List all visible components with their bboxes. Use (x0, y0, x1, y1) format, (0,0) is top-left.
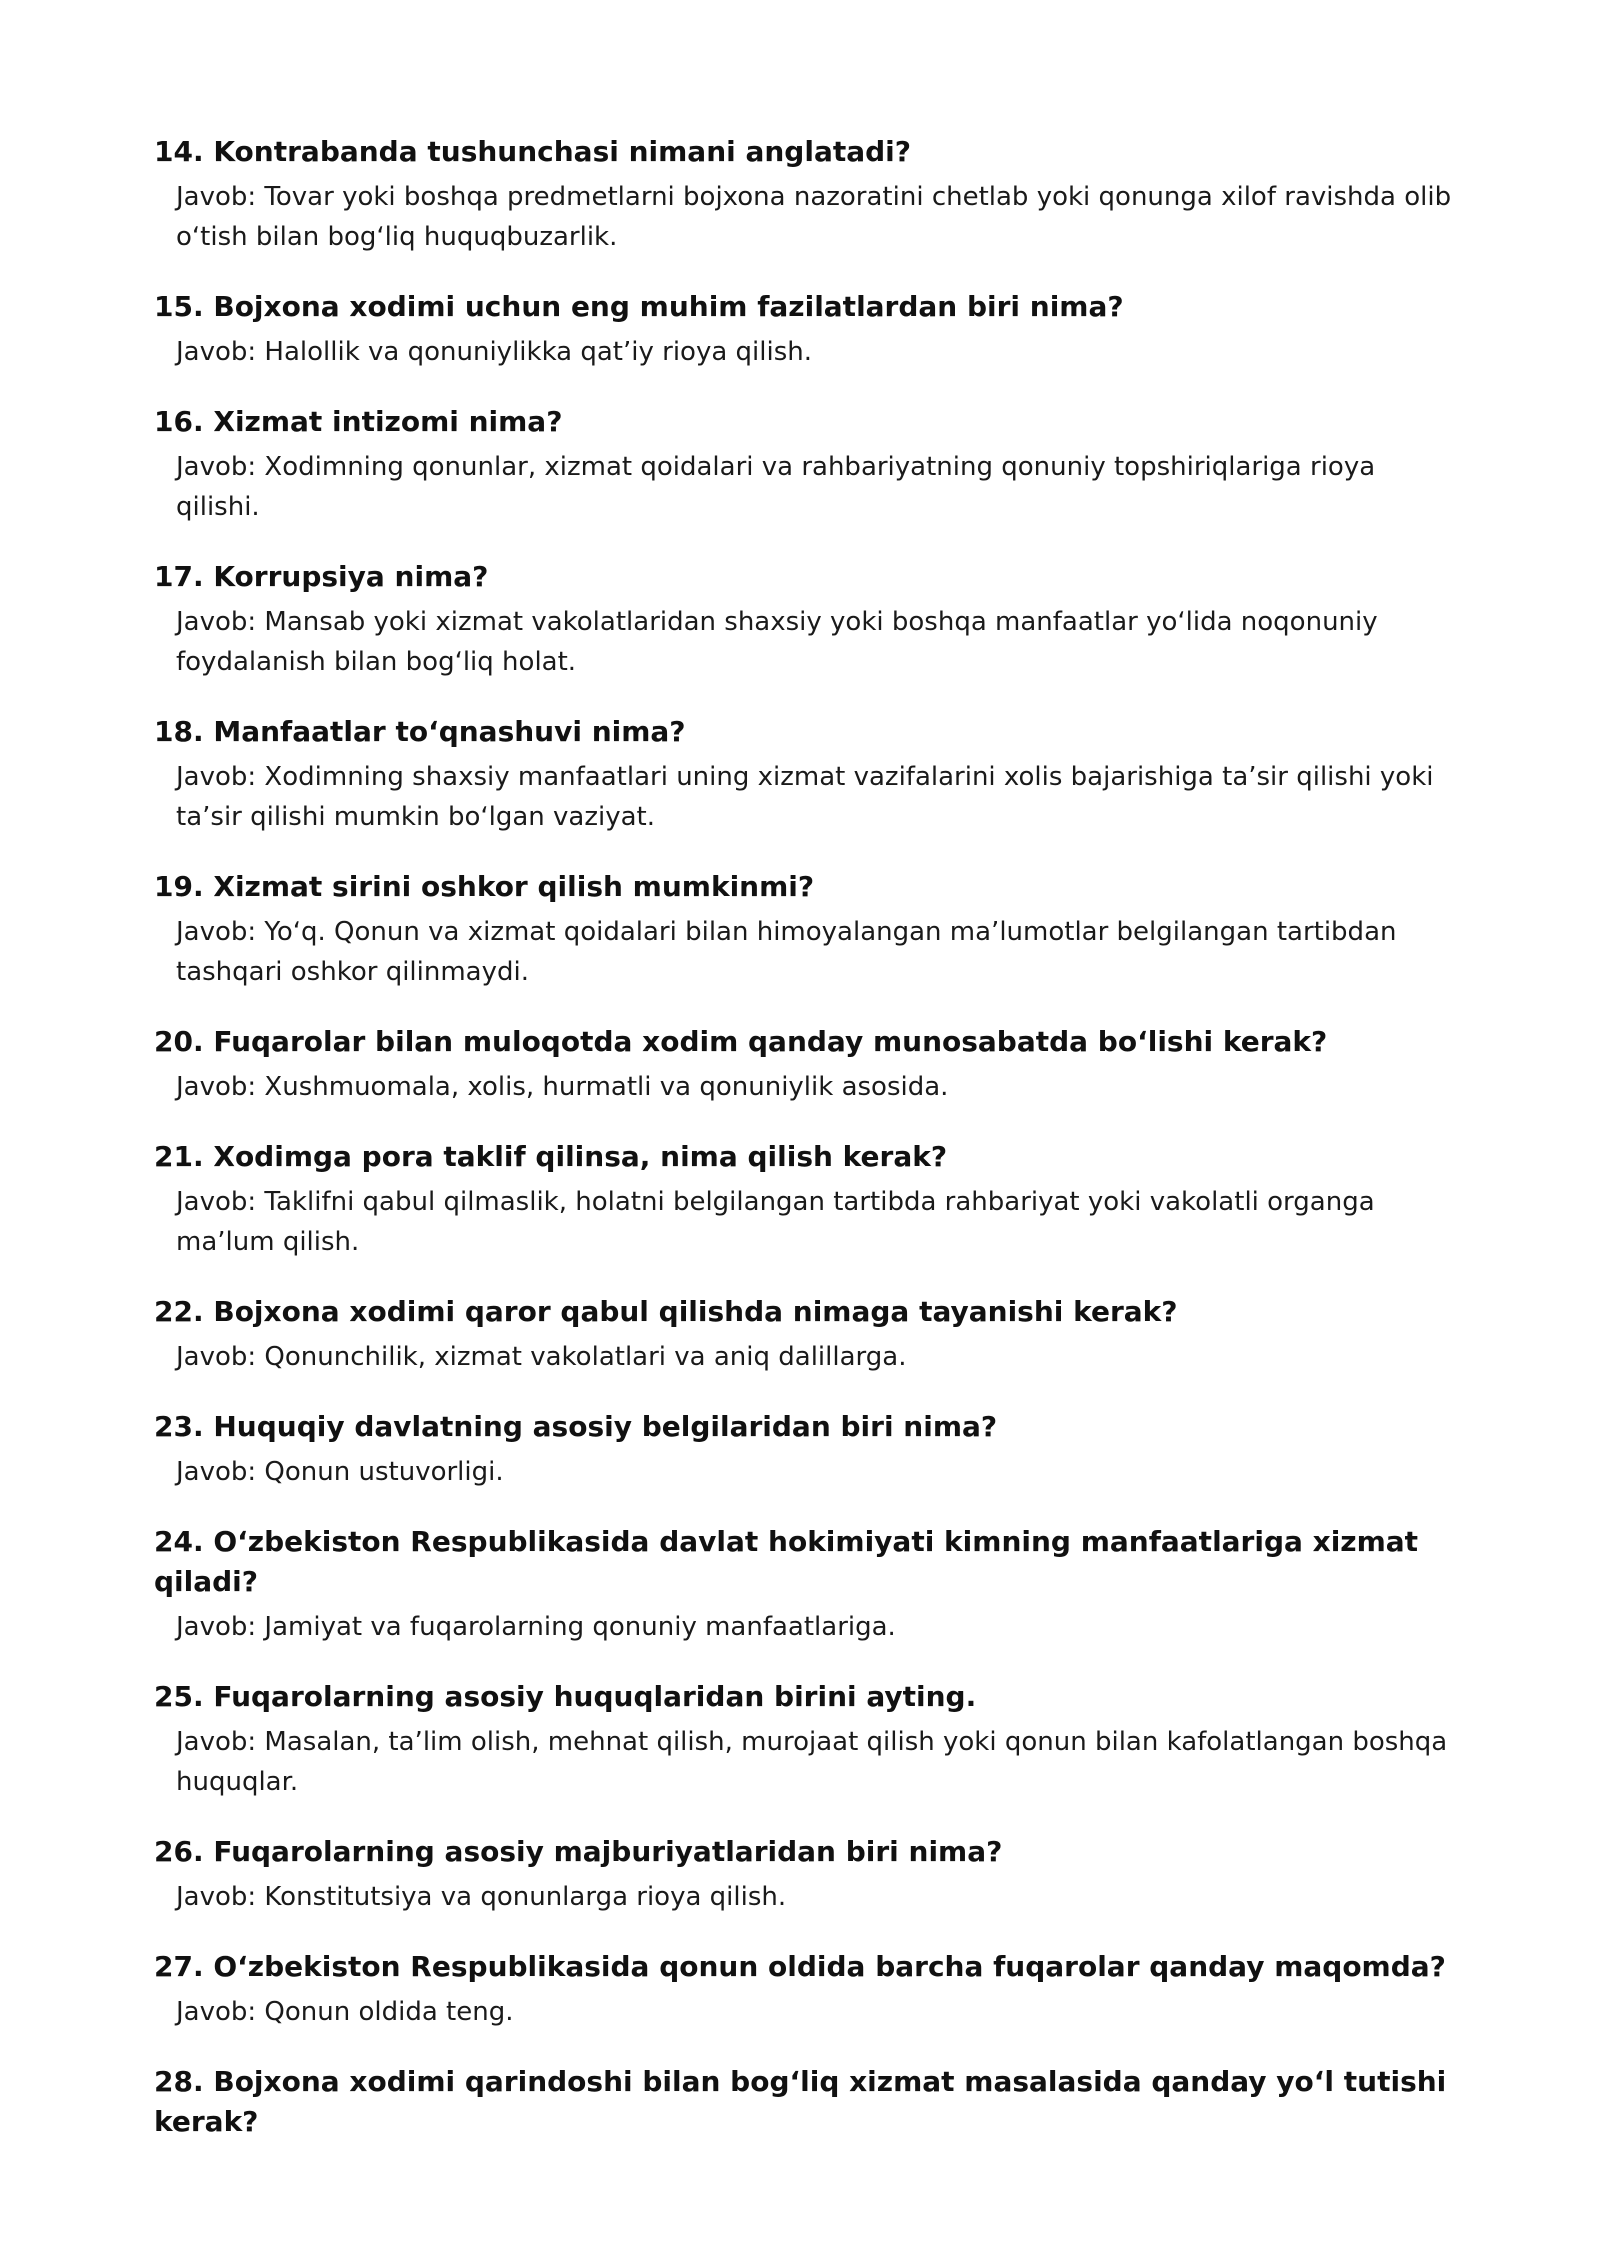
question: 22. Bojxona xodimi qaror qabul qilishda nimaga tayanishi kerak? (154, 1295, 1178, 1328)
answer: Javob: Taklifni qabul qilmaslik, holatni belgilangan tartibda rahbariyat yoki vakolatli organga maʼlum qilish. (176, 1187, 1375, 1257)
answer: Javob: Masalan, taʼlim olish, mehnat qilish, murojaat qilish yoki qonun bilan kafolatlangan boshqa huquqlar. (176, 1727, 1448, 1797)
question: 17. Korrupsiya nima? (154, 560, 489, 593)
qa-item (154, 1677, 1454, 1802)
question: 27. Oʻzbekiston Respublikasida qonun oldida barcha fuqarolar qanday maqomda? (154, 1950, 1446, 1983)
qa-item (154, 557, 1454, 682)
question: 15. Bojxona xodimi uchun eng muhim fazilatlardan biri nima? (154, 290, 1124, 323)
answer: Javob: Xodimning shaxsiy manfaatlari uning xizmat vazifalarini xolis bajarishiga taʼsir qilishi yoki taʼsir qilishi mumkin boʻlgan vaziyat. (176, 762, 1434, 832)
qa-item (154, 1137, 1454, 1262)
question: 20. Fuqarolar bilan muloqotda xodim qanday munosabatda boʻlishi kerak? (154, 1025, 1328, 1058)
question: 18. Manfaatlar toʻqnashuvi nima? (154, 715, 686, 748)
qa-item (154, 867, 1454, 992)
answer: Javob: Tovar yoki boshqa predmetlarni bojxona nazoratini chetlab yoki qonunga xilof ravishda olib oʻtish bilan bogʻliq huquqbuzarlik. (176, 182, 1452, 252)
qa-item (154, 1407, 1454, 1492)
answer: Javob: Qonun oldida teng. (176, 1997, 514, 2027)
answer: Javob: Xodimning qonunlar, xizmat qoidalari va rahbariyatning qonuniy topshiriqlariga rioya qilishi. (176, 452, 1376, 522)
answer: Javob: Jamiyat va fuqarolarning qonuniy manfaatlariga. (176, 1612, 896, 1642)
qa-item (154, 2062, 1454, 2142)
qa-item (154, 1522, 1454, 1647)
qa-item (154, 132, 1454, 257)
question: 23. Huquqiy davlatning asosiy belgilaridan biri nima? (154, 1410, 998, 1443)
qa-item (154, 1022, 1454, 1107)
answer: Javob: Mansab yoki xizmat vakolatlaridan shaxsiy yoki boshqa manfaatlar yoʻlida noqonuniy foydalanish bilan bogʻliq holat. (176, 607, 1378, 677)
answer: Javob: Konstitutsiya va qonunlarga rioya qilish. (176, 1882, 787, 1912)
answer: Javob: Halollik va qonuniylikka qatʼiy rioya qilish. (176, 337, 813, 367)
qa-item (154, 712, 1454, 837)
answer: Javob: Xushmuomala, xolis, hurmatli va qonuniylik asosida. (176, 1072, 949, 1102)
qa-item (154, 1292, 1454, 1377)
question: 19. Xizmat sirini oshkor qilish mumkinmi? (154, 870, 815, 903)
answer: Javob: Qonunchilik, xizmat vakolatlari va aniq dalillarga. (176, 1342, 907, 1372)
qa-item (154, 402, 1454, 527)
qa-item (154, 1947, 1454, 2032)
question: 25. Fuqarolarning asosiy huquqlaridan birini ayting. (154, 1680, 977, 1713)
question: 21. Xodimga pora taklif qilinsa, nima qilish kerak? (154, 1140, 948, 1173)
answer: Javob: Qonun ustuvorligi. (176, 1457, 504, 1487)
qa-list (154, 132, 1454, 2172)
question: 24. Oʻzbekiston Respublikasida davlat hokimiyati kimning manfaatlariga xizmat qiladi? (154, 1525, 1419, 1598)
question: 16. Xizmat intizomi nima? (154, 405, 563, 438)
question: 26. Fuqarolarning asosiy majburiyatlaridan biri nima? (154, 1835, 1003, 1868)
qa-item (154, 287, 1454, 372)
qa-item (154, 1832, 1454, 1917)
question: 28. Bojxona xodimi qarindoshi bilan bogʻliq xizmat masalasida qanday yoʻl tutishi kerak? (154, 2065, 1447, 2138)
answer: Javob: Yoʻq. Qonun va xizmat qoidalari bilan himoyalangan maʼlumotlar belgilangan tartibdan tashqari oshkor qilinmaydi. (176, 917, 1397, 987)
question: 14. Kontrabanda tushunchasi nimani anglatadi? (154, 135, 911, 168)
